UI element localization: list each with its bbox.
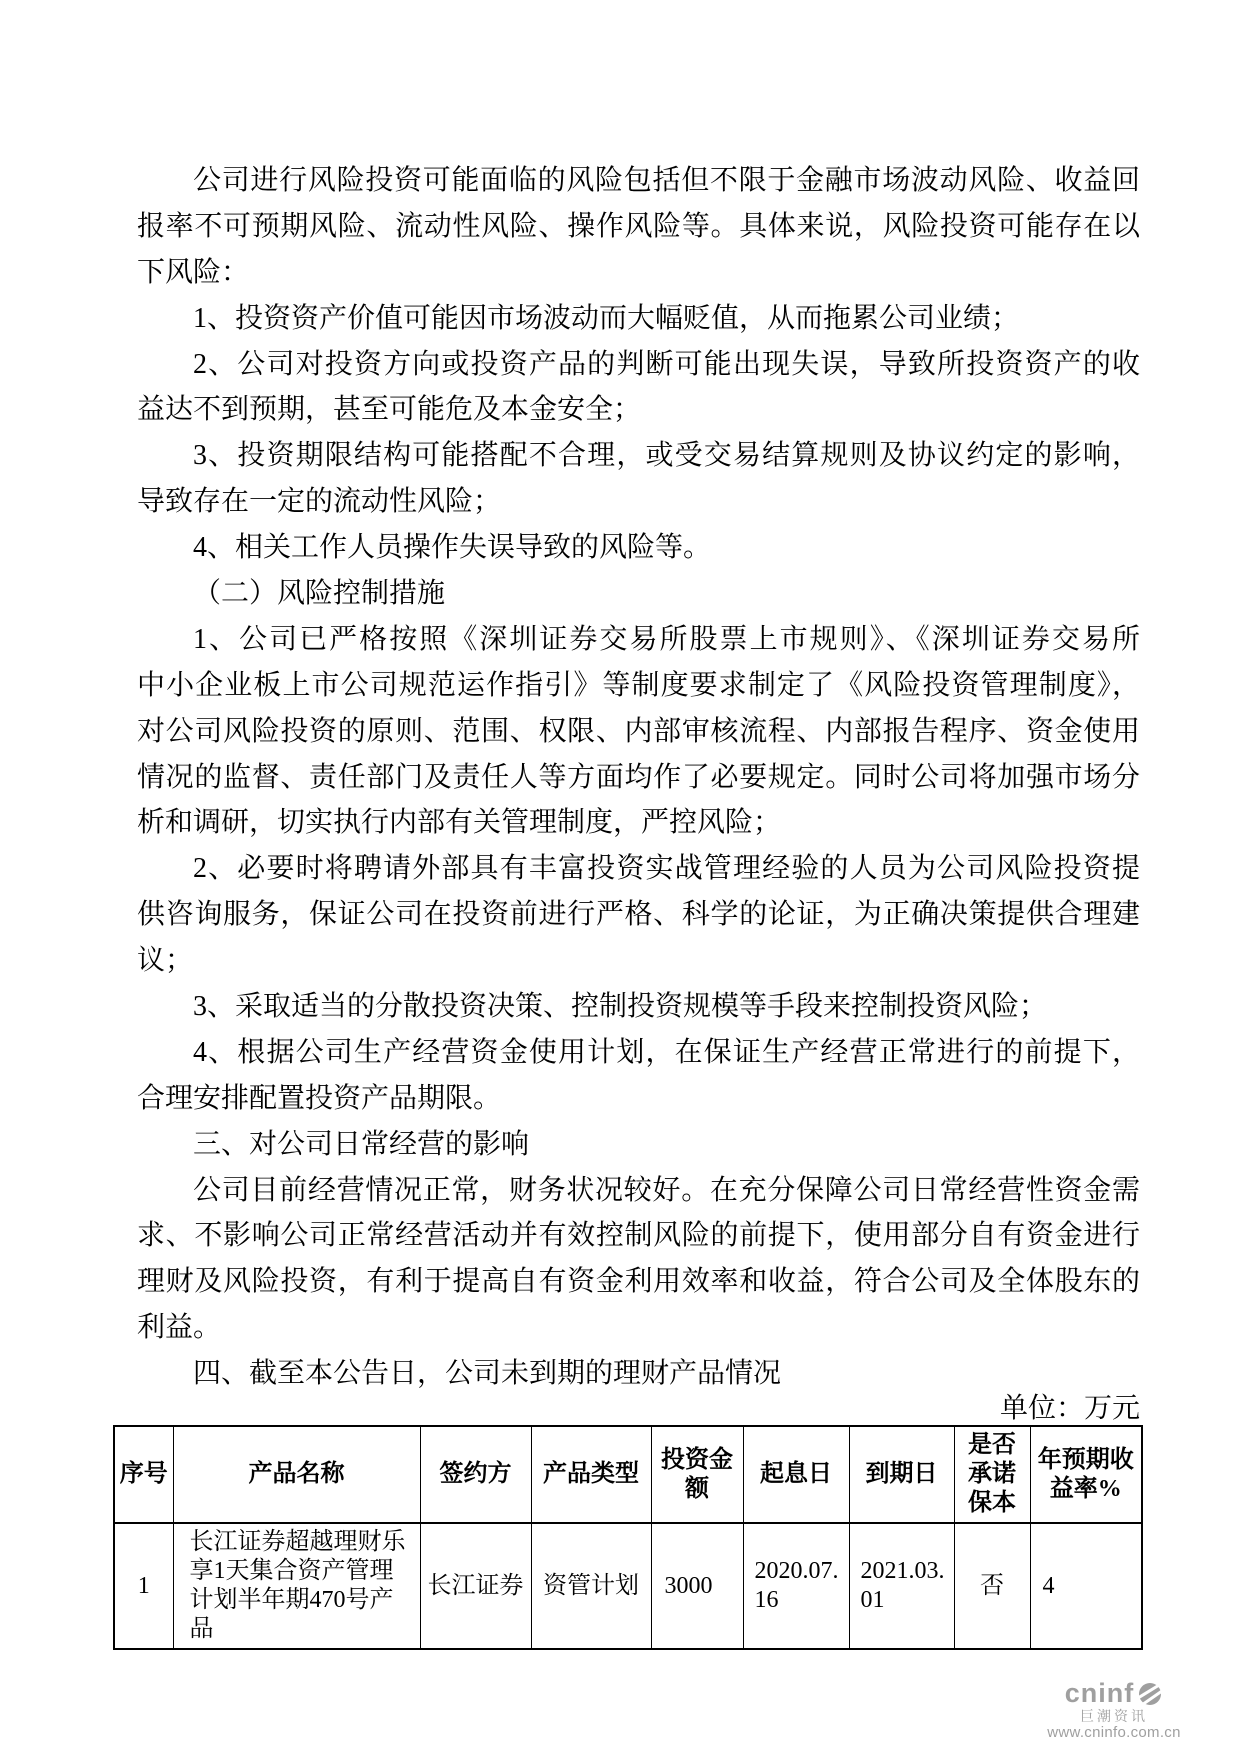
paragraph-line: 4、相关工作人员操作失误导致的风险等。 xyxy=(193,532,712,564)
paragraph-line: 3、采取适当的分散投资决策、控制投资规模等手段来控制投资风险； xyxy=(193,991,1048,1023)
paragraph-line: 2、公司对投资方向或投资产品的判断可能出现失误，导致所投资资产的收 xyxy=(193,348,1140,380)
cninfo-logo-text: cninf xyxy=(1064,1678,1135,1708)
paragraph-line: 供咨询服务，保证公司在投资前进行严格、科学的论证，为正确决策提供合理建 xyxy=(137,899,1140,931)
paragraph-line: 情况的监督、责任部门及责任人等方面均作了必要规定。同时公司将加强市场分 xyxy=(137,761,1140,793)
paragraph-line: 3、投资期限结构可能搭配不合理，或受交易结算规则及协议约定的影响， xyxy=(193,440,1140,472)
table-cell: 1 xyxy=(114,1523,173,1649)
table-header-row xyxy=(114,1426,1142,1523)
paragraph-line: 四、截至本公告日，公司未到期的理财产品情况 xyxy=(193,1358,782,1390)
table-cell: 资管计划 xyxy=(531,1523,651,1649)
paragraph-line: 公司进行风险投资可能面临的风险包括但不限于金融市场波动风险、收益回 xyxy=(193,165,1140,196)
paragraph-line: 合理安排配置投资产品期限。 xyxy=(137,1082,502,1114)
paragraph-line: 利益。 xyxy=(137,1312,222,1344)
paragraph-line: 益达不到预期，甚至可能危及本金安全； xyxy=(137,394,642,426)
table-header-cell: 起息日 xyxy=(743,1426,849,1523)
paragraph-line: 理财及风险投资，有利于提高自有资金利用效率和收益，符合公司及全体股东的 xyxy=(137,1266,1140,1298)
cninfo-logo xyxy=(996,1680,1232,1742)
table-cell: 2020.07.16 xyxy=(743,1523,849,1649)
table-header-cell: 产品类型 xyxy=(531,1426,651,1523)
paragraph-line: （二）风险控制措施 xyxy=(193,578,446,610)
table-header-cell: 签约方 xyxy=(420,1426,531,1523)
table-header-cell: 产品名称 xyxy=(173,1426,420,1523)
paragraph-line: 1、投资资产价值可能因市场波动而大幅贬值，从而拖累公司业绩； xyxy=(193,302,1020,334)
table-header-cell: 年预期收益率% xyxy=(1030,1426,1142,1523)
table-header-cell: 序号 xyxy=(114,1426,173,1523)
table-cell: 长江证券超越理财乐享1天集合资产管理计划半年期470号产品 xyxy=(173,1523,420,1649)
paragraph-line: 求、不影响公司正常经营活动并有效控制风险的前提下，使用部分自有资金进行 xyxy=(137,1220,1140,1252)
paragraph-line: 公司目前经营情况正常，财务状况较好。在充分保障公司日常经营性资金需 xyxy=(193,1174,1140,1206)
paragraph-line: 报率不可预期风险、流动性风险、操作风险等。具体来说，风险投资可能存在以 xyxy=(137,210,1140,242)
paragraph-line: 下风险： xyxy=(137,256,250,288)
table-header-cell: 到期日 xyxy=(849,1426,954,1523)
unexpired-products-table xyxy=(113,1425,1143,1650)
paragraph-line: 4、根据公司生产经营资金使用计划，在保证生产经营正常进行的前提下， xyxy=(193,1036,1140,1068)
table-cell: 4 xyxy=(1030,1523,1142,1649)
table-cell: 2021.03.01 xyxy=(849,1523,954,1649)
cninfo-logo-row xyxy=(996,1680,1232,1707)
table-cell: 3000 xyxy=(651,1523,743,1649)
paragraph-line: 析和调研，切实执行内部有关管理制度，严控风险； xyxy=(137,807,782,839)
paragraph-line: 导致存在一定的流动性风险； xyxy=(137,486,502,518)
table-cell: 长江证券 xyxy=(420,1523,531,1649)
table-row xyxy=(114,1523,1142,1649)
paragraph-line: 三、对公司日常经营的影响 xyxy=(193,1128,530,1160)
paragraph-line: 议； xyxy=(137,945,194,977)
cninfo-globe-icon xyxy=(1137,1681,1163,1707)
document-body xyxy=(137,158,1140,1397)
paragraph-line: 对公司风险投资的原则、范围、权限、内部审核流程、内部报告程序、资金使用 xyxy=(137,715,1140,747)
paragraph-line: 1、公司已严格按照《深圳证券交易所股票上市规则》、《深圳证券交易所 xyxy=(193,623,1140,655)
paragraph-line: 2、必要时将聘请外部具有丰富投资实战管理经验的人员为公司风险投资提 xyxy=(193,853,1140,885)
unit-note: 单位：万元 xyxy=(999,1393,1140,1424)
table-header-row xyxy=(114,1426,1142,1523)
cninfo-website-url: www.cninfo.com.cn xyxy=(1047,1724,1181,1742)
cninfo-logo-chinese: 巨潮资讯 xyxy=(1080,1708,1148,1724)
table-body xyxy=(114,1523,1142,1649)
table-header-cell: 投资金额 xyxy=(651,1426,743,1523)
paragraph-line: 中小企业板上市公司规范运作指引》等制度要求制定了《风险投资管理制度》， xyxy=(137,669,1140,701)
table-cell: 否 xyxy=(954,1523,1030,1649)
table-header-cell: 是否承诺保本 xyxy=(954,1426,1030,1523)
